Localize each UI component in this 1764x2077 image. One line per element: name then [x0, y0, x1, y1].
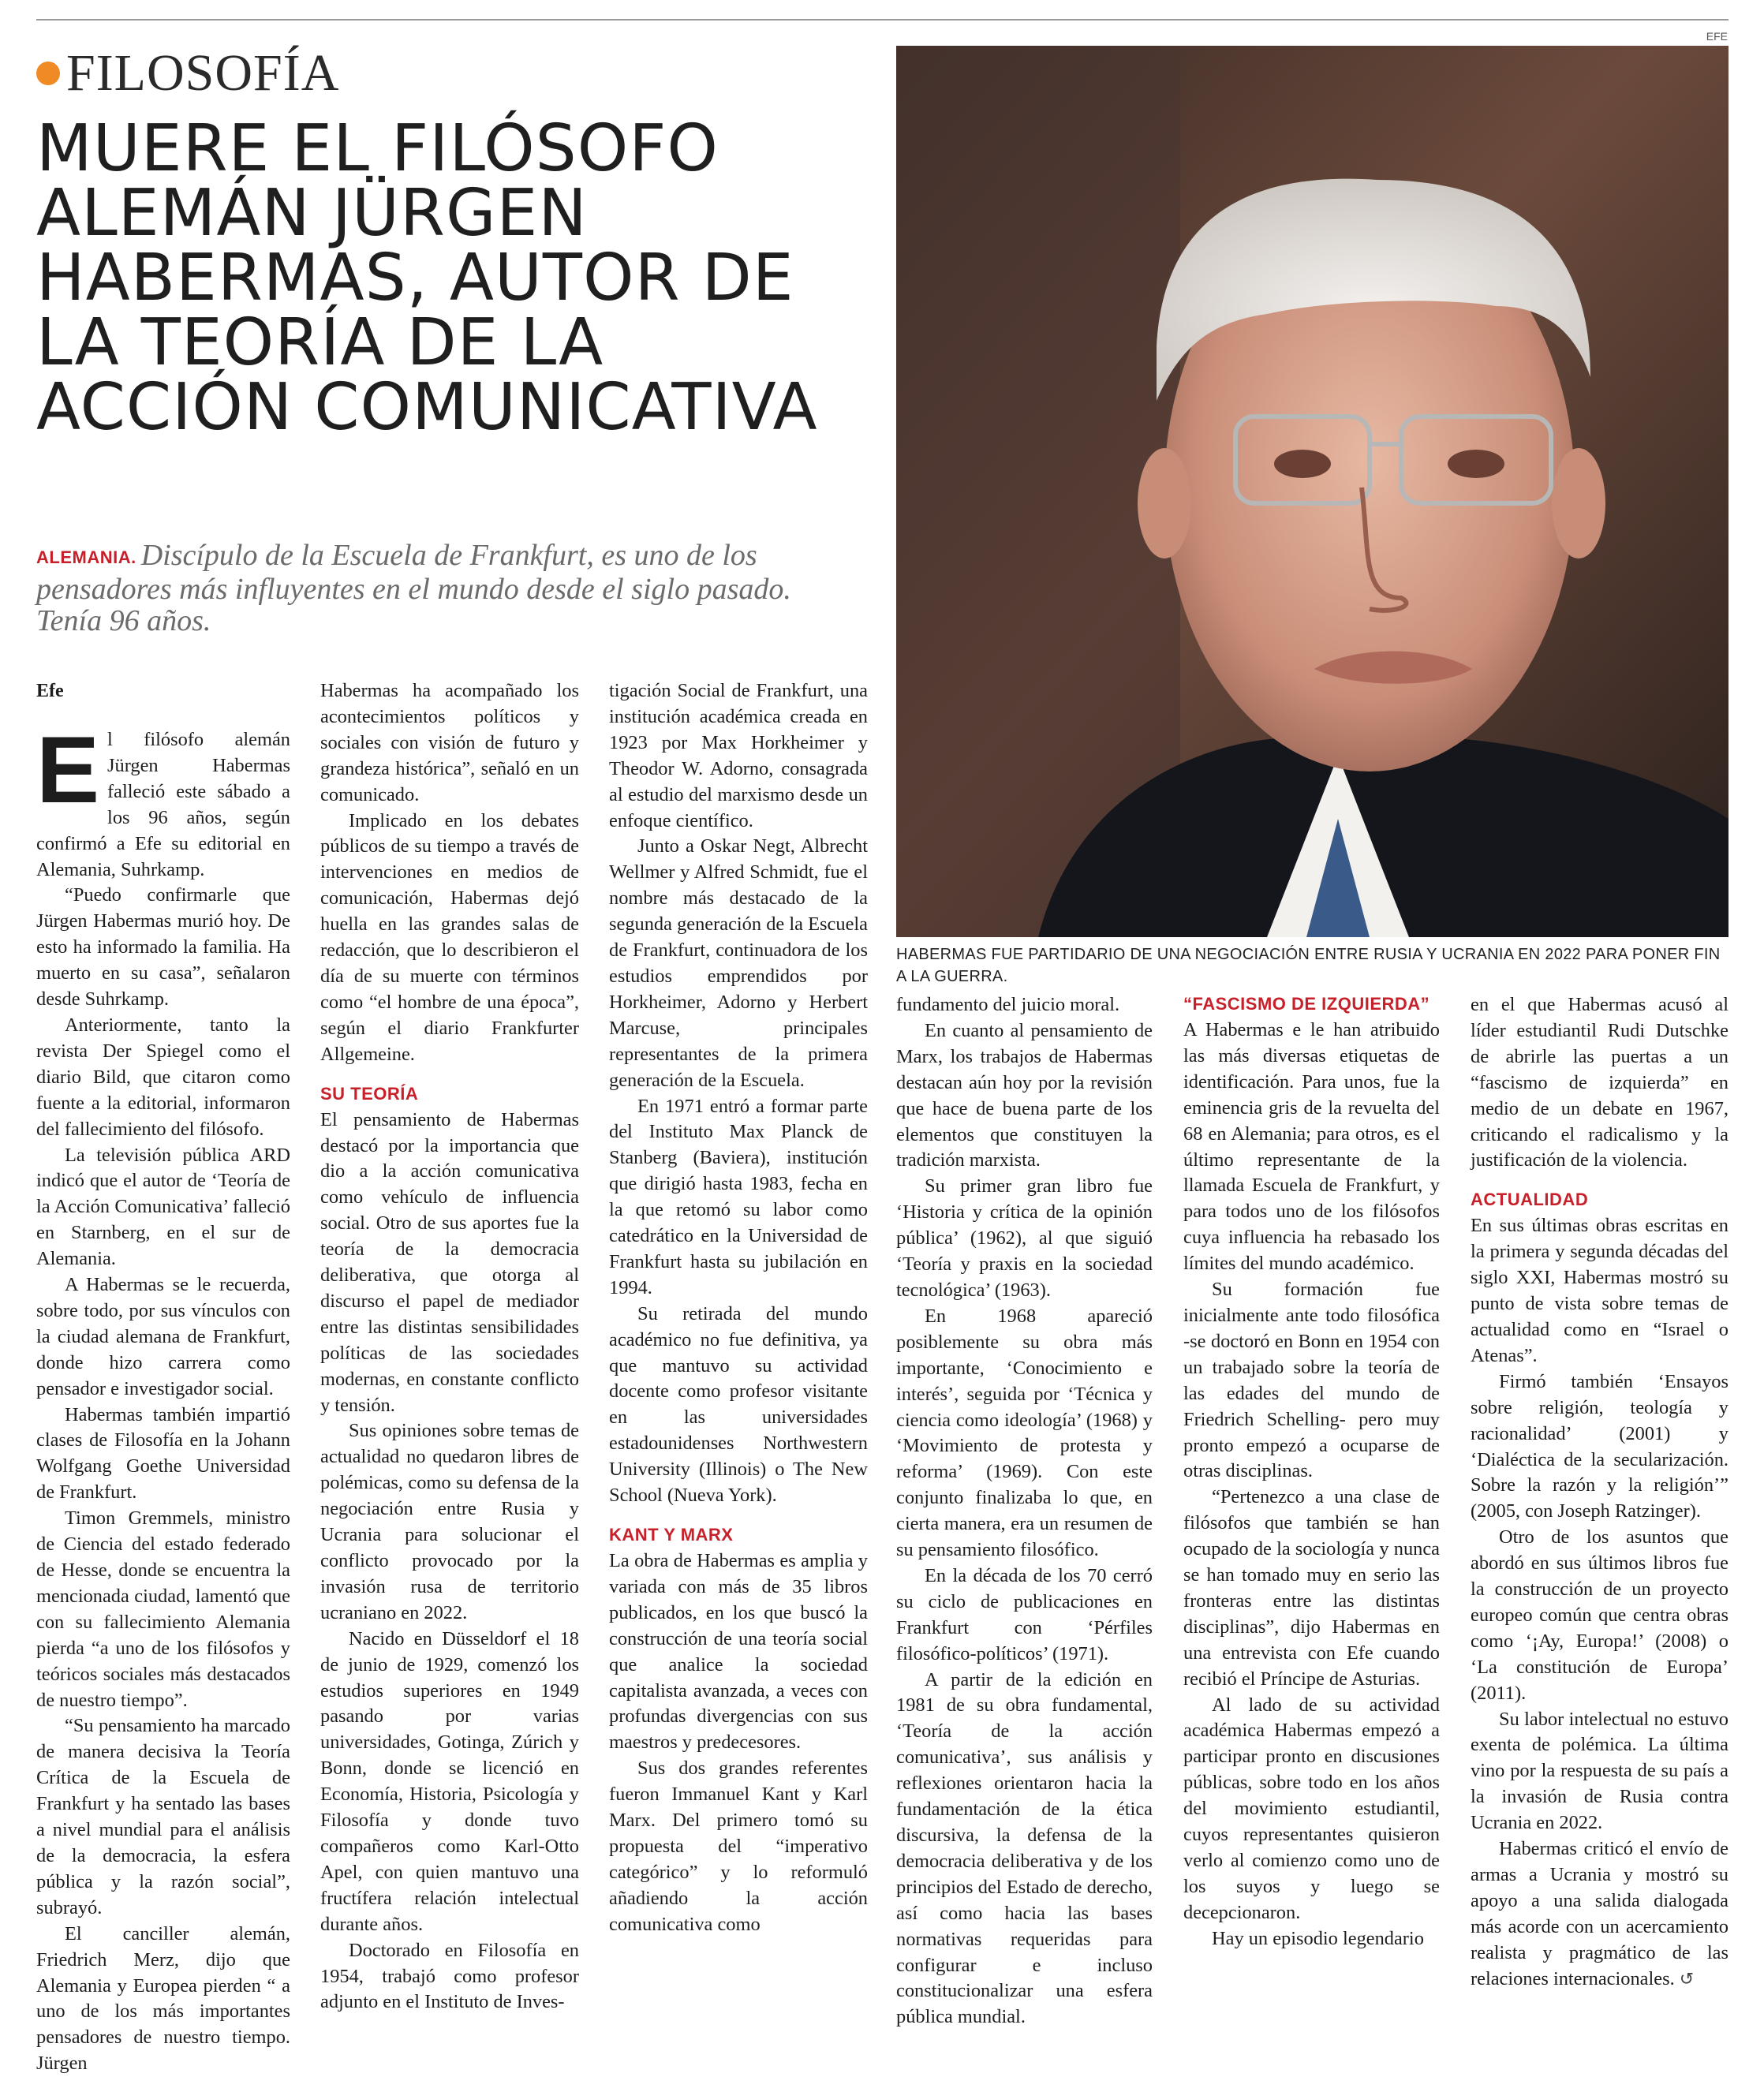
section-subhead [609, 1523, 868, 1547]
paragraph-text: Otro de los asuntos que abordó en sus últimos libros fue la construcción de un proyecto europeo común que centra obras como ‘¡Ay, Europa!’ (2008) o ‘La constitución de Europa’ (2011). [1471, 1526, 1728, 1704]
paragraph-text: fundamento del juicio moral. [896, 994, 1120, 1015]
article-column-3 [609, 678, 868, 1938]
paragraph-text: En 1968 apareció posiblemente su obra más importante, ‘Conocimiento e interés’, seguida por ‘Técnica y ciencia como ideología’ (1968) y ‘Movimiento de protesta y reforma’ (1969). Con este conjunto finalizaba lo que, en cierta manera, era un resumen de su pensamiento filosófico. [896, 1305, 1153, 1561]
body-paragraph [1471, 1707, 1728, 1837]
paragraph-text: En cuanto al pensamiento de Marx, los trabajos de Habermas destacan aún hoy por la revisión que hace de buena parte de los elementos que constituyen la tradición marxista. [896, 1019, 1153, 1171]
paragraph-text: “Pertenezco a una clase de filósofos que también se han ocupado de la sociología y nunca se han tomado muy en serio las fronteras entre las distintas disciplinas”, dijo Habermas en una entrevista con Efe cuando recibió el Príncipe de Asturias. [1183, 1486, 1440, 1690]
article-column-2 [320, 678, 579, 2015]
photo-credit: EFE [1706, 30, 1728, 43]
photo-caption: HABERMAS FUE PARTIDARIO DE UNA NEGOCIACIÓN ENTRE RUSIA Y UCRANIA EN 2022 PARA PONER FIN A LA GUERRA. [896, 946, 1721, 985]
body-paragraph [1183, 1277, 1440, 1485]
paragraph-text: A partir de la edición en 1981 de su obra fundamental, ‘Teoría de la acción comunicativa’, sus análisis y reflexiones orientaron hacia la fundamentación de la ética discursiva, la defensa de la democracia deliberativa y de los principios del Estado de derecho, así como hacia las bases normativas requeridas para configurar e incluso constitucionalizar una esfera pública mundial. [896, 1668, 1153, 2028]
paragraph-text: La obra de Habermas es amplia y variada con más de 35 libros publicados, en los que buscó la construcción de una teoría social que analice la sociedad capitalista avanzada, a veces con profundas divergencias con sus maestros y predecesores. [609, 1550, 868, 1754]
body-paragraph [36, 883, 290, 1013]
body-paragraph [1471, 1525, 1728, 1706]
body-paragraph [896, 992, 1153, 1018]
body-paragraph [609, 1302, 868, 1509]
paragraph-text: En 1971 entró a formar parte del Instituto Max Planck de Stanberg (Baviera), institución que dirigió hasta 1983, fecha en la que retomó su labor como catedrático en la Universidad de Frankfurt hasta su jubilación en 1994. [609, 1095, 868, 1298]
body-paragraph [36, 1922, 290, 2077]
body-paragraph [1183, 1693, 1440, 1926]
body-paragraph [609, 834, 868, 1093]
body-paragraph [320, 1938, 579, 2016]
paragraph-text: A Habermas se le recuerda, sobre todo, por sus vínculos con la ciudad alemana de Frankfurt, donde hizo carrera como pensador e investigador social. [36, 1274, 290, 1399]
body-paragraph [1183, 1926, 1440, 1952]
standfirst-kicker: ALEMANIA. [36, 547, 136, 567]
standfirst-text: Discípulo de la Escuela de Frankfurt, es uno de los pensadores más influyentes en el mundo desde el siglo pasado. Tenía 96 años. [36, 539, 791, 637]
paragraph-text: El canciller alemán, Friedrich Merz, dijo que Alemania y Europea pierden “ a uno de los más importantes pensadores de nuestro tiempo. Jürgen [36, 1922, 290, 2075]
top-rule [36, 19, 1728, 21]
body-paragraph [36, 1403, 290, 1507]
end-mark-icon: ↺ [1679, 1968, 1695, 1989]
section-subhead [1471, 1188, 1728, 1212]
body-paragraph [1471, 1213, 1728, 1369]
paragraph-text: Habermas criticó el envío de armas a Ucrania y mostró su apoyo a una salida dialogada más acorde con un acercamiento realista y pragmático de las relaciones internacionales. [1471, 1838, 1728, 1989]
subhead-text: ACTUALIDAD [1471, 1190, 1589, 1210]
paragraph-text: Hay un episodio legendario [1212, 1927, 1424, 1949]
paragraph-text: Habermas ha acompañado los acontecimientos políticos y sociales con visión de futuro y grandeza histórica”, señaló en un comunicado. [320, 680, 579, 805]
byline: Efe [36, 681, 64, 701]
paragraph-text: La televisión pública ARD indicó que el autor de ‘Teoría de la Acción Comunicativa’ falleció en Starnberg, en el sur de Alemania. [36, 1144, 290, 1270]
paragraph-text: Sus dos grandes referentes fueron Immanuel Kant y Karl Marx. Del primero tomó su propuesta del “imperativo categórico” y lo reformuló añadiendo la acción comunicativa como [609, 1758, 868, 1935]
paragraph-text: l filósofo alemán Jürgen Habermas falleció este sábado a los 96 años, según confirmó a Efe su editorial en Alemania, Suhrkamp. [36, 729, 290, 880]
paragraph-text: En sus últimas obras escritas en la primera y segunda décadas del siglo XXI, Habermas mostró su punto de vista sobre temas de actualidad como en “Israel o Atenas”. [1471, 1215, 1728, 1366]
body-paragraph [36, 1143, 290, 1273]
article-column-6 [1471, 992, 1728, 1993]
body-paragraph [36, 1272, 290, 1403]
article-column-4 [896, 992, 1153, 2030]
paragraph-text: Implicado en los debates públicos de su tiempo a través de intervenciones en medios de comunicación, Habermas dejó huella en las grandes salas de redacción, que lo describieron el día de su muerte con términos como “el hombre de una época”, según el diario Frankfurter Allgemeine. [320, 809, 579, 1065]
body-paragraph [1471, 1369, 1728, 1525]
body-paragraph [609, 1548, 868, 1756]
headline: MUERE EL FILÓSOFO ALEMÁN JÜRGEN HABERMAS, AUTOR DE LA TEORÍA DE LA ACCIÓN COMUNICATIVA [36, 111, 818, 445]
section-tag [36, 46, 339, 101]
body-paragraph [896, 1668, 1153, 2031]
article-column-1 [36, 678, 290, 2077]
section-dot-icon [36, 62, 60, 85]
paragraph-text: en el que Habermas acusó al líder estudiantil Rudi Dutschke de abrirle las puertas a un “fascismo de izquierda” en medio de un debate en 1967, criticando el radicalismo y la justificación de la violencia. [1471, 994, 1728, 1171]
paragraph-text: Sus opiniones sobre temas de actualidad no quedaron libres de polémicas, como su defensa de la negociación entre Rusia y Ucrania para solucionar el conflicto provocado por la invasión rusa de territorio ucraniano en 2022. [320, 1420, 579, 1623]
paragraph-text: En la década de los 70 cerró su ciclo de publicaciones en Frankfurt con ‘Pérfiles filosófico-políticos’ (1971). [896, 1564, 1153, 1664]
drop-cap: E [36, 717, 100, 823]
body-paragraph [896, 1563, 1153, 1668]
body-paragraph [36, 1713, 290, 1921]
paragraph-text: Junto a Oskar Negt, Albrecht Wellmer y Alfred Schmidt, fue el nombre más destacado de la segunda generación de la Escuela de Frankfurt, continuadora de los estudios emprendidos por Horkheimer, Adorno y Herbert Marcuse, principales representantes de la primera generación de la Escuela. [609, 835, 868, 1091]
section-subhead [320, 1082, 579, 1106]
subhead-text: SU TEORÍA [320, 1083, 419, 1104]
body-paragraph [609, 1094, 868, 1302]
subhead-text: “FASCISMO DE IZQUIERDA” [1183, 994, 1430, 1014]
article-column-5 [1183, 992, 1440, 1952]
body-paragraph [36, 1013, 290, 1143]
paragraph-text: Firmó también ‘Ensayos sobre religión, teología y racionalidad’ (2001) y ‘Dialéctica de la secularización. Sobre la razón y la religión’” (2005, con Joseph Ratzinger). [1471, 1370, 1728, 1522]
paragraph-text: Anteriormente, tanto la revista Der Spiegel como el diario Bild, que citaron como fuente a la editorial, informaron del fallecimiento del filósofo. [36, 1014, 290, 1140]
paragraph-text: Su labor intelectual no estuvo exenta de polémica. La última vino por la respuesta de su país a la invasión de Rusia contra Ucrania en 2022. [1471, 1708, 1728, 1834]
body-paragraph [320, 809, 579, 1068]
paragraph-text: Su retirada del mundo académico no fue definitiva, ya que mantuvo su actividad docente como profesor visitante en las universidades estadounidenses Northwestern University (Illinois) o The New School (Nueva York). [609, 1302, 868, 1507]
section-label: FILOSOFÍA [66, 44, 340, 102]
body-paragraph [1471, 1836, 1728, 1992]
paragraph-text: “Puedo confirmarle que Jürgen Habermas murió hoy. De esto ha informado la familia. Ha muerto en su casa”, señalaron desde Suhrkamp. [36, 884, 290, 1010]
paragraph-text: tigación Social de Frankfurt, una institución académica creada en 1923 por Max Horkheimer y Theodor W. Adorno, consagrada al estudio del marxismo desde un enfoque científico. [609, 680, 868, 831]
paragraph-text: Doctorado en Filosofía en 1954, trabajó como profesor adjunto en el Instituto de Inves- [320, 1939, 579, 2013]
paragraph-text: Su primer gran libro fue ‘Historia y crítica de la opinión pública’ (1962), al que siguió ‘Teoría y praxis en la sociedad tecnológica’ (1963). [896, 1175, 1153, 1301]
body-paragraph [320, 1627, 579, 1938]
paragraph-text: “Su pensamiento ha marcado de manera decisiva la Teoría Crítica de la Escuela de Frankfurt y ha sentado las bases a nivel mundial para el análisis de la democracia, la esfera pública y la razón social”, subrayó. [36, 1715, 290, 1918]
body-paragraph [1183, 1485, 1440, 1692]
body-paragraph [36, 1506, 290, 1713]
body-paragraph [896, 1018, 1153, 1174]
body-paragraph [1183, 1018, 1440, 1277]
section-subhead [1183, 992, 1440, 1016]
portrait-photo [896, 46, 1728, 937]
paragraph-text: El pensamiento de Habermas destacó por la importancia que dio a la acción comunicativa como vehículo de influencia social. Otro de sus aportes fue la teoría de la democracia deliberativa, que otorga al discurso el papel de mediador entre las distintas sensibilidades políticas de las sociedades modernas, en constante conflicto y tensión. [320, 1108, 579, 1416]
paragraph-text: Al lado de su actividad académica Habermas empezó a participar pronto en discusiones públicas, sobre todo en los años del movimiento estudiantil, cuyos representantes quisieron verlo al comienzo como uno de los suyos y luego se decepcionaron. [1183, 1694, 1440, 1923]
body-paragraph [609, 678, 868, 834]
body-paragraph [1471, 992, 1728, 1174]
body-paragraph [320, 1108, 579, 1419]
body-paragraph [320, 678, 579, 809]
body-paragraph [320, 1418, 579, 1626]
standfirst [36, 540, 857, 637]
paragraph-text: Timon Gremmels, ministro de Ciencia del estado federado de Hesse, donde se encuentra la mencionada ciudad, lamentó que con su fallecimiento Alemania pierda “a uno de los filósofos y teóricos sociales más destacados de nuestro tiempo”. [36, 1507, 290, 1711]
subhead-text: KANT Y MARX [609, 1525, 734, 1545]
body-paragraph [896, 1174, 1153, 1304]
body-paragraph [609, 1756, 868, 1937]
body-paragraph [896, 1304, 1153, 1563]
paragraph-text: A Habermas e le han atribuido las más diversas etiquetas de identificación. Para unos, fue la eminencia gris de la revuelta del 68 en Alemania; para otros, es el último representante de la llamada Escuela de Frankfurt, y para todos uno de los filósofos cuya influencia ha rebasado los límites del mundo académico. [1183, 1019, 1440, 1275]
paragraph-text: Habermas también impartió clases de Filosofía en la Johann Wolfgang Goethe Universidad de Frankfurt. [36, 1403, 290, 1504]
paragraph-text: Su formación fue inicialmente ante todo filosófica -se doctoró en Bonn en 1954 con un trabajado sobre la teoría de las edades del mundo de Friedrich Schelling- pero muy pronto empezó a ocuparse de otras disciplinas. [1183, 1279, 1440, 1482]
paragraph-text: Nacido en Düsseldorf el 18 de junio de 1929, comenzó los estudios superiores en 1949 pasando por varias universidades, Gotinga, Zúrich y Bonn, donde se licenció en Economía, Historia, Psicología y Filosofía y donde tuvo compañeros como Karl-Otto Apel, con quien mantuvo una fructífera relación intelectual durante años. [320, 1627, 579, 1935]
